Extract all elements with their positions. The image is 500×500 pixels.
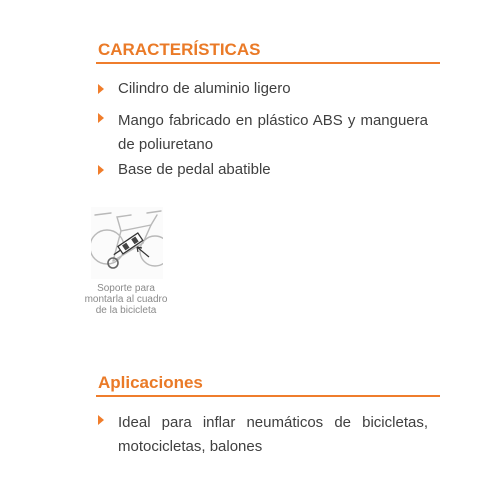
bullet-arrow-icon — [98, 415, 104, 425]
list-item — [98, 411, 428, 459]
bicycle-mount-icon — [91, 207, 163, 279]
list-item — [98, 161, 428, 179]
list-item-text: Cilindro de aluminio ligero — [118, 80, 291, 97]
caracteristicas-divider — [96, 62, 440, 64]
list-item — [98, 80, 428, 98]
image-caption: Soporte para montarla al cuadro de la bicicleta — [84, 283, 168, 316]
list-item-text: Mango fabricado en plástico ABS y manguera de poliuretano — [118, 112, 428, 153]
bullet-arrow-icon — [98, 165, 104, 175]
aplicaciones-title: Aplicaciones — [98, 373, 203, 392]
list-item — [98, 109, 428, 157]
bullet-arrow-icon — [98, 113, 104, 123]
list-item-text: Base de pedal abatible — [118, 161, 271, 178]
product-image — [91, 207, 163, 279]
caracteristicas-title: CARACTERÍSTICAS — [98, 40, 261, 59]
bullet-arrow-icon — [98, 84, 104, 94]
list-item-text: Ideal para inflar neumáticos de bicicletas, motocicletas, balones — [118, 414, 428, 455]
aplicaciones-divider — [96, 395, 440, 397]
